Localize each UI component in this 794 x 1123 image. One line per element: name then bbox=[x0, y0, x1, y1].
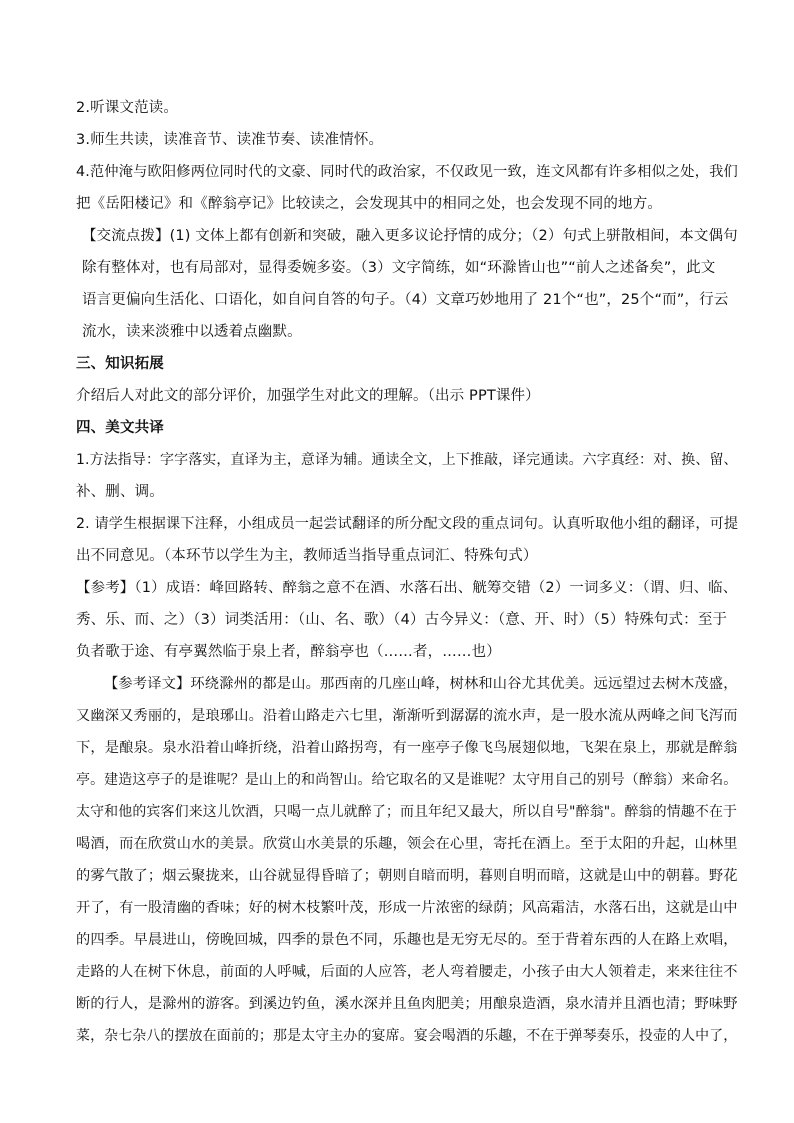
text-line: 太守和他的宾客们来这儿饮酒，只喝一点儿就醉了；而且年纪又最大，所以自号"醉翁"。醉翁的情趣不在于 bbox=[76, 804, 738, 820]
text-line: 喝酒，而在欣赏山水的美景。欣赏山水美景的乐趣，领会在心里，寄托在酒上。至于太阳的升起，山林里 bbox=[76, 836, 738, 852]
text-line: 2. 请学生根据课下注释，小组成员一起尝试翻译的所分配文段的重点词句。认真听取他小组的翻译，可提 bbox=[76, 516, 739, 532]
text-line: 亭。建造这亭子的是谁呢？是山上的和尚智山。给它取名的又是谁呢？太守用自己的别号（醉翁）来命名。 bbox=[76, 772, 738, 788]
text-line: 出不同意见。（本环节以学生为主，教师适当指导重点词汇、特殊句式） bbox=[76, 548, 538, 564]
section-heading: 四、美文共译 bbox=[76, 420, 164, 436]
text-line: 下，是酿泉。泉水沿着山峰折绕，沿着山路拐弯，有一座亭子像飞鸟展翅似地，飞架在泉上，那就是醉翁 bbox=[76, 740, 738, 756]
text-line: 走路的人在树下休息，前面的人呼喊，后面的人应答，老人弯着腰走，小孩子由大人领着走，来来往往不 bbox=[76, 964, 738, 980]
text-line: 【参考】（1）成语：峰回路转、醉翁之意不在酒、水落石出、觥筹交错（2）一词多义：（谓、归、临、 bbox=[76, 580, 738, 596]
text-line: 语言更偏向生活化、口语化，如自问自答的句子。（4）文章巧妙地用了 21个“也”，25个“而”，行云 bbox=[82, 292, 729, 308]
text-line: 3.师生共读，读准音节、读准节奏、读准情怀。 bbox=[76, 132, 384, 148]
text-line: 把《岳阳楼记》和《醉翁亭记》比较读之，会发现其中的相同之处，也会发现不同的地方。 bbox=[76, 196, 662, 212]
text-line: 断的行人，是滁州的游客。到溪边钓鱼，溪水深并且鱼肉肥美；用酿泉造酒，泉水清并且酒也清；野味野 bbox=[76, 996, 738, 1012]
text-line: 补、删、调。 bbox=[76, 484, 164, 500]
text-line: 1.方法指导：字字落实，直译为主，意译为辅。通读全文，上下推敲，译完通读。六字真经：对、换、留、 bbox=[76, 452, 738, 468]
text-line: 【交流点拨】(1) 文体上都有创新和突破，融入更多议论抒情的成分；（2）句式上骈散相间，本文偶句 bbox=[82, 228, 738, 244]
text-line: 流水，读来淡雅中以透着点幽默。 bbox=[82, 324, 302, 340]
text-line: 除有整体对，也有局部对，显得委婉多姿。（3）文字简练，如“环滁皆山也”“前人之述备矣”，此文 bbox=[82, 260, 716, 276]
text-line: 【参考译文】环绕滁州的都是山。那西南的几座山峰，树林和山谷尤其优美。远远望过去树木茂盛， bbox=[104, 676, 738, 692]
text-line: 的四季。早晨进山，傍晚回城，四季的景色不同，乐趣也是无穷无尽的。至于背着东西的人在路上欢唱， bbox=[76, 932, 738, 948]
text-line: 负者歌于途、有亭翼然临于泉上者，醉翁亭也（……者，……也） bbox=[76, 644, 501, 660]
text-line: 2.听课文范读。 bbox=[76, 100, 179, 116]
section-heading: 三、知识拓展 bbox=[76, 356, 164, 372]
text-line: 4.范仲淹与欧阳修两位同时代的文豪、同时代的政治家，不仅政见一致，连文风都有许多相似之处，我们 bbox=[76, 164, 738, 180]
text-line: 又幽深又秀丽的，是琅琊山。沿着山路走六七里，渐渐听到潺潺的流水声，是一股水流从两峰之间飞泻而 bbox=[76, 708, 738, 724]
text-line: 秀、乐、而、之）（3）词类活用：（山、名、歌）（4）古今异义：（意、开、时）（5）特殊句式：至于 bbox=[76, 612, 728, 628]
text-line: 介绍后人对此文的部分评价，加强学生对此文的理解。（出示 PPT课件） bbox=[76, 388, 540, 404]
text-line: 菜，杂七杂八的摆放在面前的；那是太守主办的宴席。宴会喝酒的乐趣，不在于弹琴奏乐，投壶的人中了， bbox=[76, 1028, 738, 1044]
text-line: 的雾气散了；烟云聚拢来，山谷就显得昏暗了；朝则自暗而明，暮则自明而暗，这就是山中的朝暮。野花 bbox=[76, 868, 738, 884]
text-line: 开了，有一股清幽的香味；好的树木枝繁叶茂，形成一片浓密的绿荫；风高霜洁，水落石出，这就是山中 bbox=[76, 900, 738, 916]
